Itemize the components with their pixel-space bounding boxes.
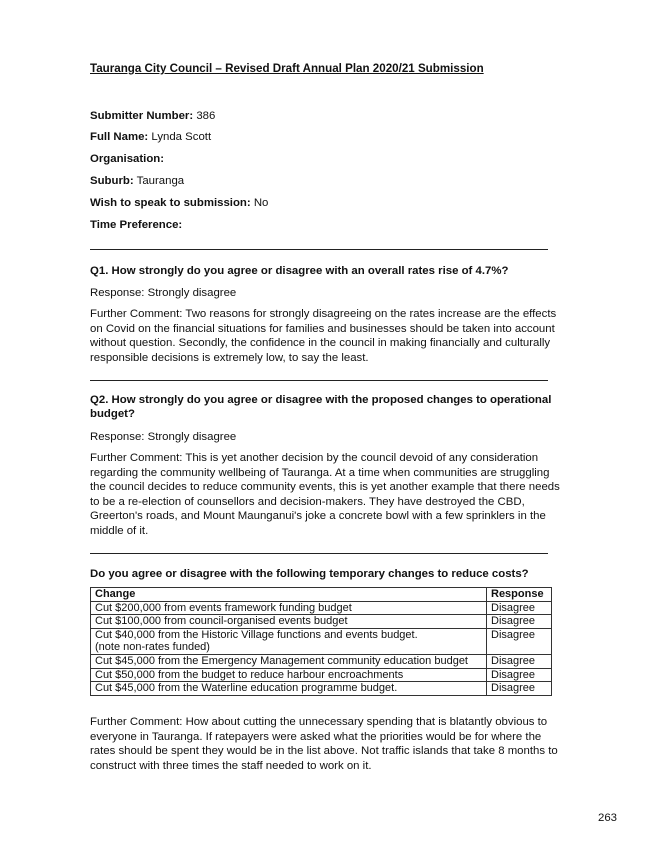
change-cell: Cut $45,000 from the Emergency Management community education budget xyxy=(91,654,487,668)
full-name-label: Full Name: xyxy=(90,131,149,143)
change-text: Cut $40,000 from the Historic Village functions and events budget. xyxy=(95,628,418,641)
organisation-field xyxy=(90,153,164,165)
wish-to-speak-label: Wish to speak to submission: xyxy=(90,197,251,209)
q1-comment: Further Comment: Two reasons for strongly disagreeing on the rates increase are the effects on Covid on the financial situations for families and businesses should be taken into account without question. Secondly, the confidence in the council in making financially and culturally responsible decisions is extremely low, to say the least. xyxy=(90,308,557,364)
submitter-number-label: Submitter Number: xyxy=(90,110,194,122)
q2-question: Q2. How strongly do you agree or disagree with the proposed changes to operational budget? xyxy=(90,394,552,420)
response-cell: Disagree xyxy=(487,615,552,629)
page-number: 263 xyxy=(597,812,617,824)
q2-comment: Further Comment: This is yet another decision by the council devoid of any consideration regarding the community wellbeing of Tauranga. At a time when communities are struggling the council decides to reduce community events, this is yet another example that there needs to be a re-election of counsellors and decision-makers. They have destroyed the CBD, Greerton's roads, and Mount Maunganui's joke a concrete bowl with a few sprinklers in the middle of it. xyxy=(90,452,560,537)
table-row xyxy=(91,601,552,615)
change-cell: Cut $50,000 from the budget to reduce harbour encroachments xyxy=(91,668,487,682)
divider xyxy=(90,380,548,381)
change-cell: Cut $100,000 from council-organised events budget xyxy=(91,615,487,629)
change-note: (note non-rates funded) xyxy=(95,641,210,654)
change-cell: Cut $45,000 from the Waterline education programme budget. xyxy=(91,682,487,696)
response-cell: Disagree xyxy=(487,668,552,682)
q1-response: Response: Strongly disagree xyxy=(90,287,237,299)
suburb-value: Tauranga xyxy=(136,175,185,187)
response-cell: Disagree xyxy=(487,654,552,668)
table-row xyxy=(91,654,552,668)
change-cell: Cut $200,000 from events framework funding budget xyxy=(91,601,487,615)
document-title: Tauranga City Council – Revised Draft Annual Plan 2020/21 Submission xyxy=(90,62,484,75)
response-cell: Disagree xyxy=(487,628,552,654)
table-row xyxy=(91,615,552,629)
divider xyxy=(90,553,548,554)
submitter-number-value: 386 xyxy=(196,110,216,122)
response-column-header: Response xyxy=(487,588,552,602)
change-cell xyxy=(91,628,487,654)
divider xyxy=(90,249,548,250)
full-name-field xyxy=(90,131,211,143)
q3-question: Do you agree or disagree with the following temporary changes to reduce costs? xyxy=(90,568,529,580)
organisation-label: Organisation: xyxy=(90,153,165,165)
time-preference-label: Time Preference: xyxy=(90,219,183,231)
response-cell: Disagree xyxy=(487,682,552,696)
full-name-value: Lynda Scott xyxy=(151,131,212,143)
submitter-number-field xyxy=(90,110,215,122)
q1-question: Q1. How strongly do you agree or disagree with an overall rates rise of 4.7%? xyxy=(90,265,509,277)
q2-response: Response: Strongly disagree xyxy=(90,431,237,443)
wish-to-speak-value: No xyxy=(253,197,269,209)
time-preference-field xyxy=(90,219,182,231)
table-header-row xyxy=(91,588,552,602)
table-row xyxy=(91,682,552,696)
suburb-label: Suburb: xyxy=(90,175,134,187)
q3-comment: Further Comment: How about cutting the unnecessary spending that is blatantly obvious to everyone in Tauranga. If ratepayers were asked what the priorities would be for where the rates should be spent they would be in the list above. Not traffic islands that take 8 months to construct with three times the staff needed to work on it. xyxy=(90,716,558,772)
response-cell: Disagree xyxy=(487,601,552,615)
change-column-header: Change xyxy=(91,588,487,602)
table-row xyxy=(91,668,552,682)
table-row xyxy=(91,628,552,654)
cost-changes-table xyxy=(90,587,552,696)
wish-to-speak-field xyxy=(90,197,268,209)
suburb-field xyxy=(90,175,184,187)
